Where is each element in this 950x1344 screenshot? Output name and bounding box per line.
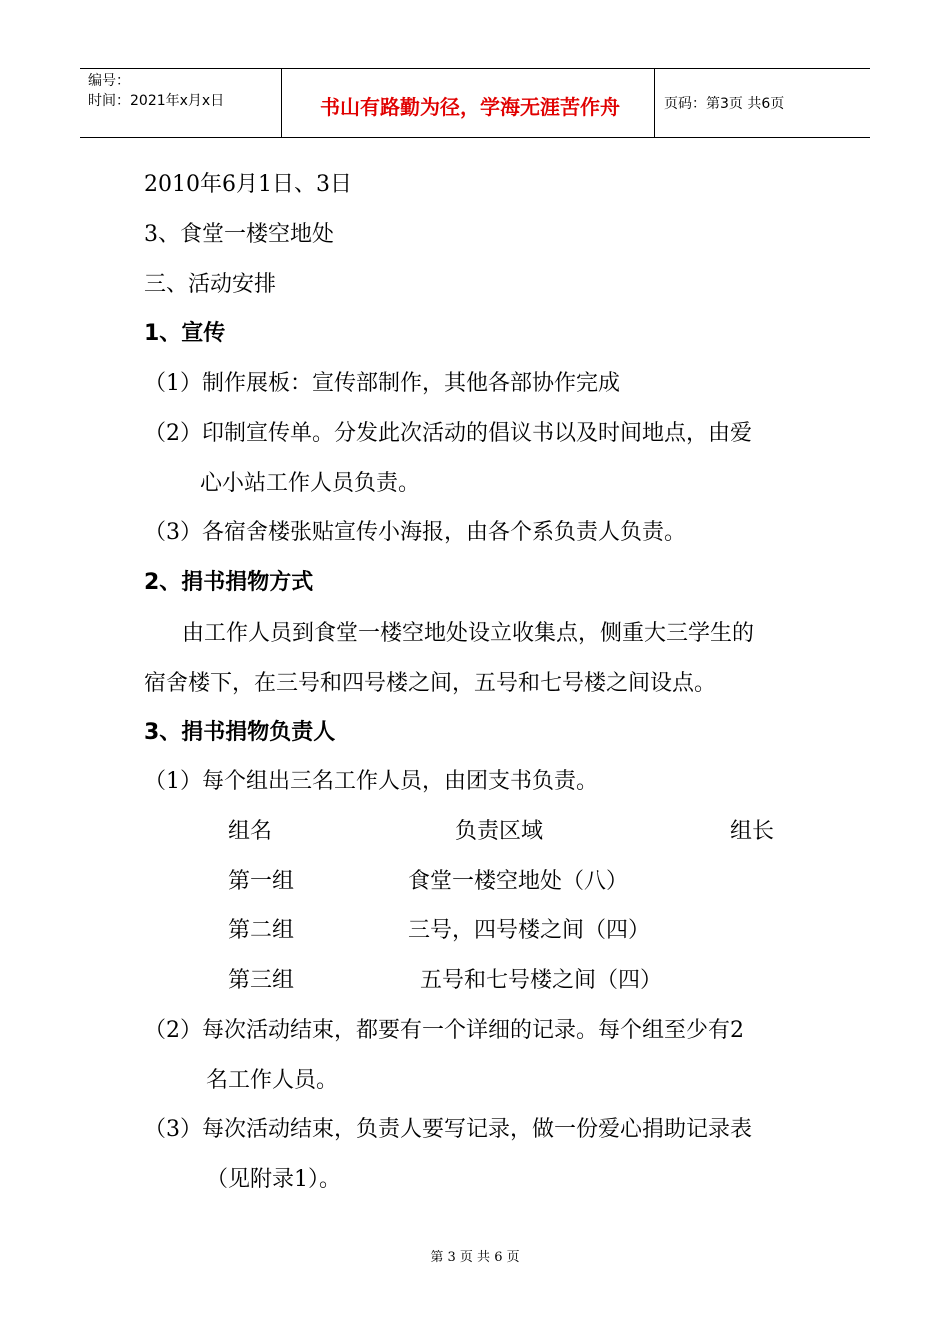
serial-label: 编号： — [88, 73, 130, 89]
item3-paragraph-3: （3）每次活动结束，负责人要写记录，做一份爱心捐助记录表 — [144, 1117, 752, 1142]
header-divider — [281, 69, 282, 137]
item3-paragraph-3-cont: （见附录1）。 — [206, 1167, 341, 1192]
header-table — [80, 68, 870, 138]
date-line: 2010年6月1日、3日 — [144, 172, 352, 197]
table-header-group: 组名 — [228, 819, 273, 844]
table-row-area: 三号，四号楼之间（四） — [408, 918, 651, 943]
item1-paragraph-2: （2）印制宣传单。分发此次活动的倡议书以及时间地点，由爱 — [144, 421, 752, 446]
item1-paragraph-1: （1）制作展板：宣传部制作，其他各部协作完成 — [144, 371, 620, 396]
header-page-info: 页码：第3页 共6页 — [664, 96, 785, 112]
item2-paragraph: 由工作人员到食堂一楼空地处设立收集点，侧重大三学生的 — [182, 621, 755, 646]
item1-title: 1、宣传 — [144, 321, 226, 346]
item2-title: 2、捐书捐物方式 — [144, 570, 314, 595]
item3-paragraph-2: （2）每次活动结束，都要有一个详细的记录。每个组至少有2 — [144, 1018, 744, 1043]
table-row-area: 食堂一楼空地处（八） — [408, 869, 629, 894]
item1-paragraph-2-cont: 心小站工作人员负责。 — [200, 471, 421, 496]
table-row-group: 第三组 — [228, 968, 295, 993]
table-row-area: 五号和七号楼之间（四） — [420, 968, 663, 993]
item3-title: 3、捐书捐物负责人 — [144, 720, 336, 745]
table-header-area: 负责区域 — [455, 819, 544, 844]
header-left-cell — [88, 71, 224, 111]
item3-paragraph-2-cont: 名工作人员。 — [206, 1068, 339, 1093]
page-footer: 第 3 页 共 6 页 — [430, 1250, 520, 1265]
header-motto: 书山有路勤为径，学海无涯苦作舟 — [320, 95, 620, 119]
time-label: 时间：2021年x月x日 — [88, 93, 225, 109]
item1-paragraph-3: （3）各宿舍楼张贴宣传小海报，由各个系负责人负责。 — [144, 520, 686, 545]
item3-paragraph-1: （1）每个组出三名工作人员，由团支书负责。 — [144, 769, 598, 794]
section-title: 三、活动安排 — [144, 272, 277, 297]
table-row-group: 第一组 — [228, 869, 295, 894]
item2-paragraph-cont: 宿舍楼下，在三号和四号楼之间，五号和七号楼之间设点。 — [144, 671, 717, 696]
table-header-leader: 组长 — [730, 819, 775, 844]
table-row-group: 第二组 — [228, 918, 295, 943]
location-line: 3、食堂一楼空地处 — [144, 222, 334, 247]
